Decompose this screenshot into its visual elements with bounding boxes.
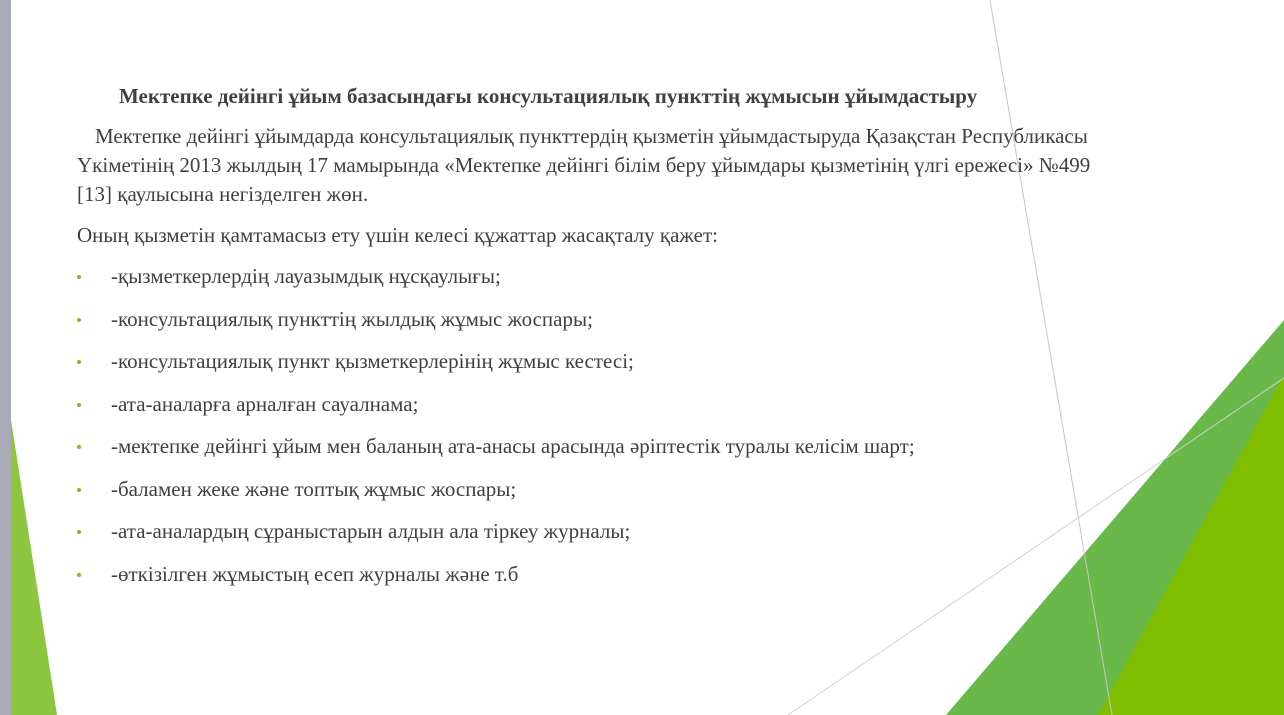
documents-list <box>77 262 1127 589</box>
list-item-text: -ата-аналарға арналған сауалнама; <box>111 391 419 416</box>
list-item-text: -баламен жеке және топтық жұмыс жоспары; <box>111 476 517 501</box>
list-item-text: -мектепке дейінгі ұйым мен баланың ата-анасы арасында әріптестік туралы келісім шарт; <box>111 434 915 458</box>
list-item-text: -қызметкерлердің лауазымдық нұсқаулығы; <box>111 264 501 288</box>
intro-paragraph: Мектепке дейінгі ұйымдарда консультациялық пункттердің қызметін ұйымдастыруда Қазақстан Республикасы Үкіметінің 2013 жылдың 17 мамырында «Мектепке дейінгі білім беру ұйымдары қызметінің үлгі ережесі» №499 [13] қаулысына негізделген жөн. <box>77 124 1091 206</box>
list-item-text: -консультациялық пункт қызметкерлерінің жұмыс кестесі; <box>111 349 634 373</box>
bullet-dot-icon <box>77 318 81 322</box>
list-item-text: -консультациялық пункттің жылдық жұмыс жоспары; <box>111 306 593 331</box>
bullet-dot-icon <box>77 488 81 492</box>
bullet-dot-icon <box>77 360 81 364</box>
left-green-triangle <box>11 420 57 715</box>
list-item <box>77 517 1127 546</box>
list-item <box>77 432 1127 461</box>
list-item-text: -ата-аналардың сұраныстарын алдын ала тіркеу журналы; <box>111 519 631 543</box>
slide-content <box>77 82 1127 602</box>
list-item <box>77 390 1127 419</box>
list-item <box>77 262 1127 291</box>
bullet-dot-icon <box>77 275 81 279</box>
slide-title: Мектепке дейінгі ұйым базасындағы консультациялық пункттің жұмысын ұйымдастыру <box>119 84 978 108</box>
list-item <box>77 347 1127 376</box>
list-item <box>77 560 1127 589</box>
bullet-dot-icon <box>77 530 81 534</box>
bullet-dot-icon <box>77 445 81 449</box>
list-item-text: -өткізілген жұмыстың есеп журналы және т.б <box>111 561 519 586</box>
list-item <box>77 305 1127 334</box>
list-item <box>77 475 1127 504</box>
bullet-dot-icon <box>77 573 81 577</box>
bullet-dot-icon <box>77 403 81 407</box>
documents-intro: Оның қызметін қамтамасыз ету үшін келесі құжаттар жасақталу қажет: <box>77 223 718 247</box>
